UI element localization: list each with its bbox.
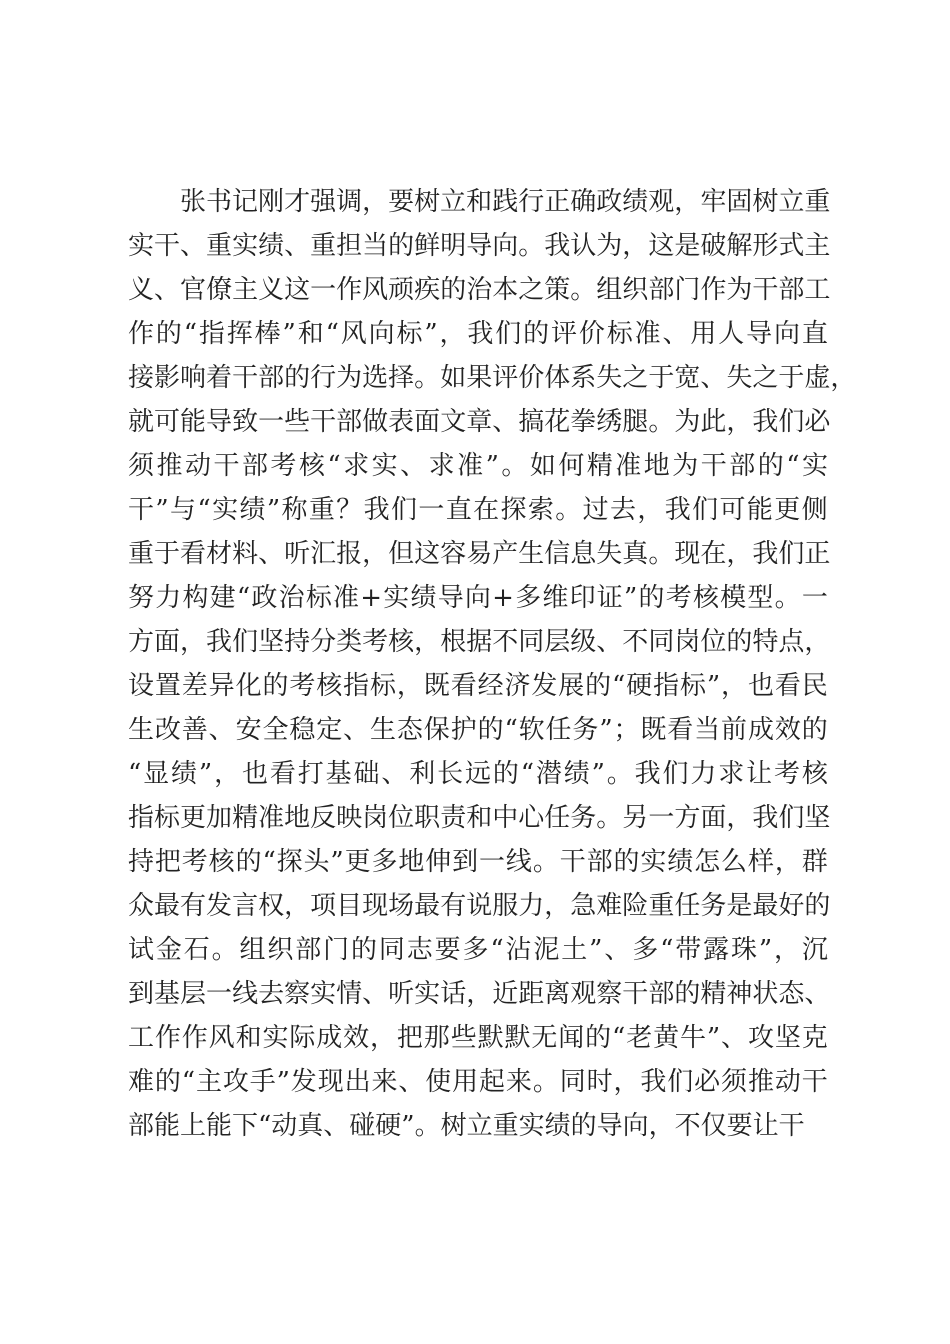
text-line xyxy=(128,268,831,312)
text-line-content: 持 把 考 核 的 “ 探 头 ” 更 多 地 伸 到 一 线 。 干 部 的 实 绩 怎 么 样 ， 群 xyxy=(128,847,828,877)
text-line xyxy=(128,400,831,444)
text-line xyxy=(128,620,831,664)
text-line-content: 方 面 ， 我 们 坚 持 分 类 考 核 ， 根 据 不 同 层 级 、 不 同 岗 位 的 特 点 ， xyxy=(128,627,831,657)
text-line xyxy=(128,1060,828,1104)
text-line xyxy=(128,884,831,928)
text-line-content: 张 书 记 刚 才 强 调 ， 要 树 立 和 践 行 正 确 政 绩 观 ， 牢 固 树 立 重 xyxy=(180,187,831,217)
text-line xyxy=(128,224,831,268)
text-line-content: 众 最 有 发 言 权 ， 项 目 现 场 最 有 说 服 力 ， 急 难 险 重 任 务 是 最 好 的 xyxy=(128,891,831,921)
text-line-content: 指 标 更 加 精 准 地 反 映 岗 位 职 责 和 中 心 任 务 。 另 一 方 面 ， 我 们 坚 xyxy=(128,803,831,833)
text-line-content: 实 干 、 重 实 绩 、 重 担 当 的 鲜 明 导 向 。 我 认 为 ， 这 是 破 解 形 式 主 xyxy=(128,231,831,261)
text-line xyxy=(128,356,857,400)
text-line-content: 作 的 “ 指 挥 棒 ” 和 “ 风 向 标 ” ， 我 们 的 评 价 标 准 、 用 人 导 向 直 xyxy=(128,319,828,349)
text-line xyxy=(128,1016,828,1060)
text-line xyxy=(128,840,828,884)
text-line-content: 难 的 “ 主 攻 手 ” 发 现 出 来 、 使 用 起 来 。 同 时 ， 我 们 必 须 推 动 干 xyxy=(128,1067,828,1097)
text-line-content: 努 力 构 建 “ 政 治 标 准 + 实 绩 导 向 + 多 维 印 证 ” 的 考 核 模 型 。 一 xyxy=(128,583,828,613)
text-line xyxy=(128,444,828,488)
text-line xyxy=(128,488,828,532)
text-line xyxy=(128,796,831,840)
text-line-content: 就 可 能 导 致 一 些 干 部 做 表 面 文 章 、 搞 花 拳 绣 腿 。 为 此 ， 我 们 必 xyxy=(128,407,831,437)
text-line: 部能上能下“动真、碰硬”。树立重实绩的导向，不仅要让干 xyxy=(128,1111,805,1141)
text-line-content: 干 ” 与 “ 实 绩 ” 称 重 ？ 我 们 一 直 在 探 索 。 过 去 ， 我 们 可 能 更 侧 xyxy=(128,495,828,525)
text-line-content: 生 改 善 、 安 全 稳 定 、 生 态 保 护 的 “ 软 任 务 ” ； 既 看 当 前 成 效 的 xyxy=(128,715,828,745)
text-line-content: 须 推 动 干 部 考 核 “ 求 实 、 求 准 ” 。 如 何 精 准 地 为 干 部 的 “ 实 xyxy=(128,451,828,481)
text-line xyxy=(128,664,828,708)
text-line xyxy=(128,752,828,796)
text-line-content: 到 基 层 一 线 去 察 实 情 、 听 实 话 ， 近 距 离 观 察 干 部 的 精 神 状 态 、 xyxy=(128,979,831,1009)
text-line xyxy=(128,576,828,620)
text-line xyxy=(128,180,831,224)
text-line xyxy=(128,708,828,752)
text-line-content: 重 于 看 材 料 、 听 汇 报 ， 但 这 容 易 产 生 信 息 失 真 。 现 在 ， 我 们 正 xyxy=(128,539,831,569)
text-line-content: “ 显 绩 ” ， 也 看 打 基 础 、 利 长 远 的 “ 潜 绩 ” 。 我 们 力 求 让 考 核 xyxy=(128,759,828,789)
text-line xyxy=(128,928,828,972)
text-line-content: 试 金 石 。 组 织 部 门 的 同 志 要 多 “ 沾 泥 土 ” 、 多 “ 带 露 珠 ” ， 沉 xyxy=(128,935,828,965)
text-line-content: 工 作 作 风 和 实 际 成 效 ， 把 那 些 默 默 无 闻 的 “ 老 黄 牛 ” 、 攻 坚 克 xyxy=(128,1023,828,1053)
text-line xyxy=(128,312,828,356)
body-paragraph xyxy=(128,180,857,1148)
text-line xyxy=(128,532,831,576)
text-line-content: 接 影 响 着 干 部 的 行 为 选 择 。 如 果 评 价 体 系 失 之 于 宽 、 失 之 于 虚 ， xyxy=(128,363,857,393)
text-line-content: 设 置 差 异 化 的 考 核 指 标 ， 既 看 经 济 发 展 的 “ 硬 指 标 ” ， 也 看 民 xyxy=(128,671,828,701)
text-line-content: 义 、 官 僚 主 义 这 一 作 风 顽 疾 的 治 本 之 策 。 组 织 部 门 作 为 干 部 工 xyxy=(128,275,831,305)
text-line xyxy=(128,972,831,1016)
